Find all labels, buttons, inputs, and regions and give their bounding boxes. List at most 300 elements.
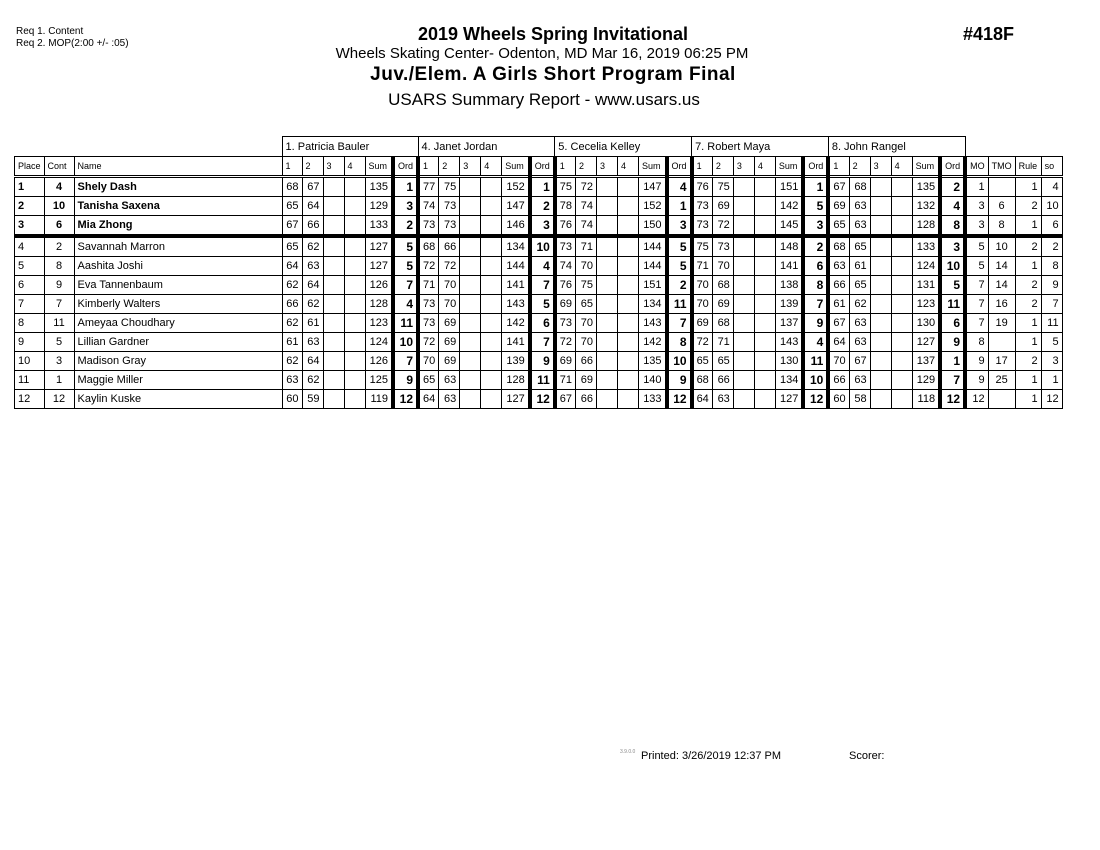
skater-name-cell: Madison Gray [74,352,282,371]
place-cell: 11 [15,371,45,390]
skater-name-cell: Mia Zhong [74,216,282,237]
contestant-number-cell: 11 [44,314,74,333]
col-header-s3: 3 [460,157,481,177]
judge5-score-1-cell: 70 [828,352,849,371]
judge5-ordinal-cell: 12 [940,390,965,409]
judge3-score-2-cell: 66 [576,390,597,409]
judge5-score-1-cell: 66 [828,371,849,390]
judge3-ordinal-cell: 10 [667,352,692,371]
judge1-score-3-cell [323,352,344,371]
judge2-sum-cell: 141 [502,333,530,352]
judge4-ordinal-cell: 4 [803,333,828,352]
contestant-number-cell: 3 [44,352,74,371]
judge5-sum-cell: 123 [912,295,940,314]
judge5-score-1-cell: 69 [828,197,849,216]
software-version: 3.9.0.0 [620,749,636,755]
col-header-s3: 3 [870,157,891,177]
judge3-score-1-cell: 76 [555,276,576,295]
judge2-score-3-cell [460,257,481,276]
mo-cell: 1 [965,177,988,197]
col-header-sum: Sum [639,157,667,177]
judge2-ordinal-cell: 7 [530,333,555,352]
judge5-score-2-cell: 65 [849,276,870,295]
judge4-score-4-cell [754,371,775,390]
judge1-sum-cell: 127 [365,236,393,257]
place-cell: 4 [15,236,45,257]
event-title: Juv./Elem. A Girls Short Program Final [370,64,736,85]
judge3-score-1-cell: 72 [555,333,576,352]
judge4-sum-cell: 134 [775,371,803,390]
col-header-s3: 3 [733,157,754,177]
judge3-score-3-cell [597,371,618,390]
skater-name-cell: Ameyaa Choudhary [74,314,282,333]
col-header-rule: Rule [1015,157,1041,177]
judge1-score-3-cell [323,314,344,333]
judge5-score-2-cell: 61 [849,257,870,276]
judge2-score-4-cell [481,352,502,371]
judge5-score-2-cell: 65 [849,236,870,257]
judge2-score-1-cell: 77 [418,177,439,197]
judge5-score-3-cell [870,216,891,237]
judge3-score-1-cell: 69 [555,295,576,314]
judge1-score-4-cell [344,371,365,390]
judge4-score-4-cell [754,314,775,333]
judge3-score-1-cell: 67 [555,390,576,409]
judge3-sum-cell: 144 [639,236,667,257]
judge3-score-3-cell [597,197,618,216]
judge4-ordinal-cell: 8 [803,276,828,295]
judge5-score-4-cell [891,257,912,276]
judge4-ordinal-cell: 2 [803,236,828,257]
judge2-score-2-cell: 66 [439,236,460,257]
judge3-score-3-cell [597,216,618,237]
tmo-cell [988,333,1015,352]
judge5-score-4-cell [891,177,912,197]
judge2-score-1-cell: 72 [418,333,439,352]
col-header-ord: Ord [393,157,418,177]
judge1-score-3-cell [323,390,344,409]
judge2-ordinal-cell: 5 [530,295,555,314]
judge1-sum-cell: 124 [365,333,393,352]
judge2-sum-cell: 143 [502,295,530,314]
judge4-score-3-cell [733,371,754,390]
judge5-ordinal-cell: 3 [940,236,965,257]
col-header-ord: Ord [530,157,555,177]
judge3-ordinal-cell: 5 [667,257,692,276]
judge5-score-4-cell [891,236,912,257]
scorer-label: Scorer: [849,750,885,762]
judge3-sum-cell: 152 [639,197,667,216]
judge1-score-1-cell: 62 [282,314,302,333]
table-row [15,276,1063,295]
event-number: #418F [963,24,1015,44]
judge4-score-2-cell: 69 [712,197,733,216]
judge2-score-3-cell [460,236,481,257]
judge1-ordinal-cell: 4 [393,295,418,314]
judge1-sum-cell: 123 [365,314,393,333]
judge4-score-4-cell [754,295,775,314]
judge4-score-3-cell [733,236,754,257]
place-cell: 10 [15,352,45,371]
judge1-score-4-cell [344,197,365,216]
judge5-sum-cell: 127 [912,333,940,352]
judge1-score-2-cell: 59 [302,390,323,409]
contestant-number-cell: 10 [44,197,74,216]
judge5-sum-cell: 128 [912,216,940,237]
judge5-score-3-cell [870,257,891,276]
col-header-ord: Ord [803,157,828,177]
judge5-score-1-cell: 66 [828,276,849,295]
judge5-score-1-cell: 60 [828,390,849,409]
judge2-score-1-cell: 73 [418,314,439,333]
judge4-score-4-cell [754,276,775,295]
judge-name-4: 7. Robert Maya [692,137,829,157]
judge4-sum-cell: 138 [775,276,803,295]
mo-cell: 5 [965,236,988,257]
judge3-score-4-cell [618,333,639,352]
judge2-score-2-cell: 72 [439,257,460,276]
judge4-ordinal-cell: 10 [803,371,828,390]
col-header-sum: Sum [775,157,803,177]
judge3-score-3-cell [597,177,618,197]
judge4-score-1-cell: 73 [692,216,713,237]
judge3-score-4-cell [618,390,639,409]
judge2-score-1-cell: 73 [418,216,439,237]
judge5-score-4-cell [891,371,912,390]
skater-name-cell: Aashita Joshi [74,257,282,276]
judge1-ordinal-cell: 10 [393,333,418,352]
judge5-score-4-cell [891,216,912,237]
judge2-score-3-cell [460,177,481,197]
judge2-sum-cell: 147 [502,197,530,216]
judge5-score-4-cell [891,352,912,371]
judge1-score-2-cell: 61 [302,314,323,333]
requirement-2: Req 2. MOP(2:00 +/- :05) [16,38,129,49]
judge3-score-2-cell: 70 [576,314,597,333]
judge1-score-2-cell: 67 [302,177,323,197]
contestant-number-cell: 8 [44,257,74,276]
judge2-ordinal-cell: 7 [530,276,555,295]
judge3-score-3-cell [597,352,618,371]
rule-cell: 2 [1015,295,1041,314]
judge3-score-3-cell [597,276,618,295]
judge4-score-1-cell: 68 [692,371,713,390]
judge5-ordinal-cell: 5 [940,276,965,295]
judge5-score-2-cell: 62 [849,295,870,314]
col-header-s1: 1 [828,157,849,177]
judge4-score-2-cell: 63 [712,390,733,409]
judge1-score-2-cell: 64 [302,276,323,295]
judge2-ordinal-cell: 11 [530,371,555,390]
judge5-score-2-cell: 67 [849,352,870,371]
judge2-score-2-cell: 63 [439,390,460,409]
judge5-ordinal-cell: 8 [940,216,965,237]
judge2-sum-cell: 139 [502,352,530,371]
results-table [14,136,1063,409]
judge5-score-4-cell [891,295,912,314]
judge5-score-1-cell: 68 [828,236,849,257]
table-row [15,236,1063,257]
tmo-cell [988,390,1015,409]
tmo-cell [988,177,1015,197]
judge2-score-4-cell [481,197,502,216]
so-cell: 9 [1041,276,1062,295]
judge4-ordinal-cell: 9 [803,314,828,333]
judge2-ordinal-cell: 9 [530,352,555,371]
judge4-score-4-cell [754,216,775,237]
place-cell: 7 [15,295,45,314]
mo-cell: 8 [965,333,988,352]
judge2-score-3-cell [460,295,481,314]
place-cell: 8 [15,314,45,333]
judge3-score-1-cell: 73 [555,236,576,257]
judge4-score-2-cell: 65 [712,352,733,371]
judge1-score-4-cell [344,236,365,257]
judge5-score-2-cell: 68 [849,177,870,197]
judge3-sum-cell: 142 [639,333,667,352]
so-cell: 4 [1041,177,1062,197]
judge3-score-2-cell: 72 [576,177,597,197]
mo-cell: 3 [965,197,988,216]
judge2-score-1-cell: 71 [418,276,439,295]
judge2-sum-cell: 128 [502,371,530,390]
judge4-score-4-cell [754,236,775,257]
judge2-score-1-cell: 68 [418,236,439,257]
judge3-score-2-cell: 74 [576,216,597,237]
judge3-score-3-cell [597,236,618,257]
judge5-score-4-cell [891,197,912,216]
judge4-ordinal-cell: 5 [803,197,828,216]
table-row [15,216,1063,237]
judge2-ordinal-cell: 3 [530,216,555,237]
judge1-score-3-cell [323,257,344,276]
judge1-score-3-cell [323,177,344,197]
rule-cell: 2 [1015,197,1041,216]
judge3-score-4-cell [618,197,639,216]
judge3-score-4-cell [618,257,639,276]
judge1-sum-cell: 119 [365,390,393,409]
contestant-number-cell: 5 [44,333,74,352]
judge4-sum-cell: 148 [775,236,803,257]
col-header-sum: Sum [912,157,940,177]
judge-header-row [15,137,1063,157]
judge5-score-1-cell: 61 [828,295,849,314]
judge2-sum-cell: 141 [502,276,530,295]
judge1-score-3-cell [323,371,344,390]
judge2-score-4-cell [481,371,502,390]
judge3-score-3-cell [597,295,618,314]
judge2-score-2-cell: 69 [439,352,460,371]
judge4-score-2-cell: 73 [712,236,733,257]
judge1-ordinal-cell: 1 [393,177,418,197]
judge5-score-3-cell [870,371,891,390]
col-header-s4: 4 [618,157,639,177]
tmo-cell: 8 [988,216,1015,237]
judge2-ordinal-cell: 10 [530,236,555,257]
judge4-score-2-cell: 71 [712,333,733,352]
judge5-ordinal-cell: 1 [940,352,965,371]
judge1-score-4-cell [344,352,365,371]
contestant-number-cell: 9 [44,276,74,295]
judge2-score-3-cell [460,333,481,352]
judge2-score-2-cell: 75 [439,177,460,197]
contestant-number-cell: 6 [44,216,74,237]
judge1-ordinal-cell: 2 [393,216,418,237]
judge1-score-1-cell: 66 [282,295,302,314]
requirement-1: Req 1. Content [16,26,84,37]
judge3-score-2-cell: 70 [576,333,597,352]
judge5-score-3-cell [870,276,891,295]
judge3-ordinal-cell: 11 [667,295,692,314]
judge1-score-2-cell: 62 [302,236,323,257]
judge1-sum-cell: 125 [365,371,393,390]
report-title: USARS Summary Report - www.usars.us [388,90,700,109]
judge3-ordinal-cell: 7 [667,314,692,333]
judge4-score-4-cell [754,390,775,409]
judge3-score-1-cell: 76 [555,216,576,237]
judge3-score-2-cell: 66 [576,352,597,371]
judge2-score-4-cell [481,333,502,352]
judge4-sum-cell: 127 [775,390,803,409]
judge2-score-3-cell [460,314,481,333]
column-header-row [15,157,1063,177]
judge3-score-1-cell: 71 [555,371,576,390]
judge5-score-3-cell [870,177,891,197]
skater-name-cell: Kaylin Kuske [74,390,282,409]
col-header-place: Place [15,157,45,177]
table-row [15,177,1063,197]
contestant-number-cell: 12 [44,390,74,409]
judge4-score-4-cell [754,352,775,371]
judge1-score-1-cell: 64 [282,257,302,276]
mo-cell: 3 [965,216,988,237]
judge5-score-2-cell: 63 [849,371,870,390]
skater-name-cell: Savannah Marron [74,236,282,257]
judge2-score-1-cell: 70 [418,352,439,371]
rule-cell: 1 [1015,257,1041,276]
judge1-score-4-cell [344,216,365,237]
judge5-score-3-cell [870,352,891,371]
judge2-sum-cell: 127 [502,390,530,409]
judge4-score-1-cell: 71 [692,257,713,276]
judge3-sum-cell: 151 [639,276,667,295]
tmo-cell: 6 [988,197,1015,216]
judge4-score-3-cell [733,314,754,333]
judge2-score-4-cell [481,295,502,314]
mo-cell: 5 [965,257,988,276]
printed-timestamp: Printed: 3/26/2019 12:37 PM [641,750,782,762]
judge1-sum-cell: 126 [365,352,393,371]
judge5-ordinal-cell: 11 [940,295,965,314]
judge-name-2: 4. Janet Jordan [418,137,555,157]
judge1-ordinal-cell: 9 [393,371,418,390]
judge3-sum-cell: 134 [639,295,667,314]
judge4-score-3-cell [733,352,754,371]
table-row [15,371,1063,390]
judge1-score-4-cell [344,257,365,276]
judge1-score-4-cell [344,295,365,314]
judge3-score-3-cell [597,257,618,276]
judge5-ordinal-cell: 6 [940,314,965,333]
judge2-score-2-cell: 69 [439,314,460,333]
judge5-ordinal-cell: 10 [940,257,965,276]
judge4-score-4-cell [754,333,775,352]
judge2-score-2-cell: 63 [439,371,460,390]
judge2-sum-cell: 146 [502,216,530,237]
judge2-score-3-cell [460,390,481,409]
judge5-sum-cell: 124 [912,257,940,276]
judge1-score-4-cell [344,333,365,352]
judge1-sum-cell: 129 [365,197,393,216]
judge5-score-2-cell: 63 [849,216,870,237]
judge4-score-2-cell: 70 [712,257,733,276]
judge5-sum-cell: 130 [912,314,940,333]
judge2-score-3-cell [460,197,481,216]
judge4-score-2-cell: 69 [712,295,733,314]
judge4-score-3-cell [733,177,754,197]
col-header-s2: 2 [849,157,870,177]
judge2-score-4-cell [481,276,502,295]
judge2-score-1-cell: 65 [418,371,439,390]
judge-header-spacer [15,137,283,157]
judge5-score-3-cell [870,236,891,257]
judge1-score-1-cell: 67 [282,216,302,237]
judge5-score-4-cell [891,314,912,333]
judge1-sum-cell: 135 [365,177,393,197]
judge1-sum-cell: 127 [365,257,393,276]
col-header-tmo: TMO [988,157,1015,177]
judge5-score-2-cell: 63 [849,197,870,216]
judge2-score-3-cell [460,371,481,390]
col-header-s1: 1 [282,157,302,177]
judge4-score-1-cell: 70 [692,295,713,314]
judge2-score-1-cell: 73 [418,295,439,314]
judge5-score-1-cell: 63 [828,257,849,276]
judge4-sum-cell: 143 [775,333,803,352]
col-header-name: Name [74,157,282,177]
judge1-score-3-cell [323,216,344,237]
skater-name-cell: Lillian Gardner [74,333,282,352]
judge5-score-1-cell: 65 [828,216,849,237]
col-header-s3: 3 [323,157,344,177]
rule-cell: 2 [1015,236,1041,257]
judge1-sum-cell: 126 [365,276,393,295]
judge2-sum-cell: 152 [502,177,530,197]
judge3-score-1-cell: 73 [555,314,576,333]
judge4-score-2-cell: 75 [712,177,733,197]
judge2-sum-cell: 144 [502,257,530,276]
judge5-score-4-cell [891,276,912,295]
rule-cell: 1 [1015,390,1041,409]
judge1-ordinal-cell: 7 [393,352,418,371]
judge3-score-2-cell: 71 [576,236,597,257]
judge-header-spacer-right [965,137,1062,157]
judge1-score-2-cell: 63 [302,333,323,352]
judge3-ordinal-cell: 1 [667,197,692,216]
col-header-ord: Ord [940,157,965,177]
judge2-score-4-cell [481,390,502,409]
rule-cell: 2 [1015,276,1041,295]
judge1-score-3-cell [323,295,344,314]
judge3-score-4-cell [618,314,639,333]
judge4-ordinal-cell: 12 [803,390,828,409]
judge3-score-2-cell: 65 [576,295,597,314]
tmo-cell: 25 [988,371,1015,390]
judge4-score-1-cell: 72 [692,333,713,352]
judge1-score-1-cell: 65 [282,236,302,257]
judge-name-5: 8. John Rangel [828,137,965,157]
judge3-score-4-cell [618,236,639,257]
